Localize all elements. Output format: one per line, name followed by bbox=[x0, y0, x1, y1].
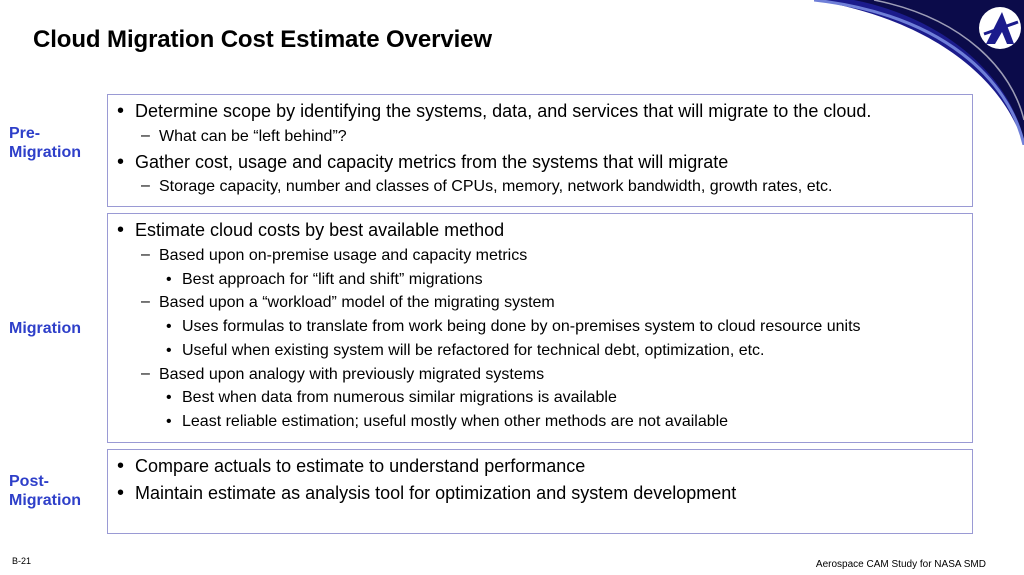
phase-label-migration bbox=[9, 319, 101, 338]
sub-bullet-item: – Based upon on-premise usage and capacity metrics bbox=[141, 247, 527, 265]
bullet-item: • Estimate cloud costs by best available method bbox=[118, 220, 504, 241]
pre-migration-box bbox=[107, 94, 973, 207]
sub-bullet-item: – Based upon analogy with previously migrated systems bbox=[141, 366, 544, 384]
sub-sub-bullet-item: • Best approach for “lift and shift” migrations bbox=[166, 271, 483, 289]
phase-label-post-migration bbox=[9, 472, 101, 510]
migration-box bbox=[107, 213, 973, 443]
sub-bullet-item: – Based upon a “workload” model of the migrating system bbox=[141, 294, 555, 312]
phase-label-pre-migration bbox=[9, 124, 101, 162]
sub-sub-bullet-item: • Uses formulas to translate from work being done by on-premises system to cloud resource units bbox=[166, 318, 861, 336]
sub-sub-bullet-item: • Best when data from numerous similar migrations is available bbox=[166, 389, 617, 407]
phase-label-line: Migration bbox=[9, 492, 81, 509]
sub-sub-bullet-item: • Useful when existing system will be refactored for technical debt, optimization, etc. bbox=[166, 342, 765, 360]
phase-label-line: Migration bbox=[9, 320, 81, 337]
page-number: B-21 bbox=[12, 556, 32, 566]
phase-label-line: Pre- bbox=[9, 125, 41, 142]
sub-sub-bullet-item: • Least reliable estimation; useful mostly when other methods are not available bbox=[166, 413, 728, 431]
post-migration-box bbox=[107, 449, 973, 534]
bullet-item: • Compare actuals to estimate to understand performance bbox=[118, 456, 585, 477]
phase-label-line: Post- bbox=[9, 473, 49, 490]
sub-bullet-item: – Storage capacity, number and classes of CPUs, memory, network bandwidth, growth rates, etc. bbox=[141, 178, 832, 196]
phase-label-line: Migration bbox=[9, 144, 81, 161]
bullet-item: • Gather cost, usage and capacity metrics from the systems that will migrate bbox=[118, 152, 728, 173]
bullet-item: • Maintain estimate as analysis tool for optimization and system development bbox=[118, 483, 736, 504]
bullet-item: • Determine scope by identifying the systems, data, and services that will migrate to the cloud. bbox=[118, 101, 871, 122]
page-title: Cloud Migration Cost Estimate Overview bbox=[33, 26, 492, 53]
footer-text: Aerospace CAM Study for NASA SMD bbox=[815, 559, 986, 570]
sub-bullet-item: – What can be “left behind”? bbox=[141, 128, 347, 146]
